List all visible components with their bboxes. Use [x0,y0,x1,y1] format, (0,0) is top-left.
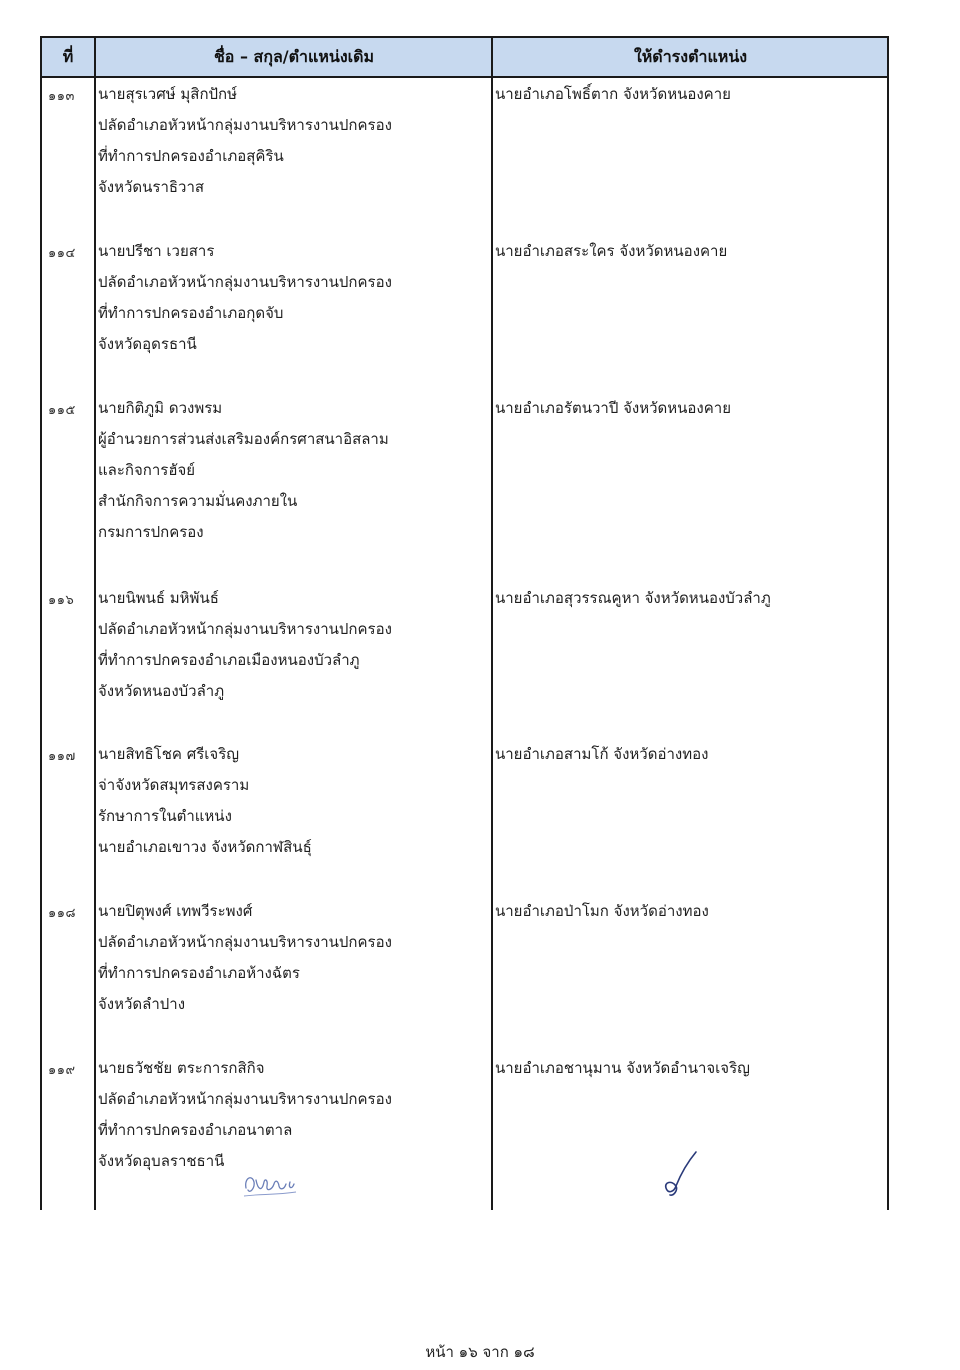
former-position-line: จังหวัดนราธิวาส [98,178,205,196]
row-number: ๑๑๓ [48,89,75,104]
person-name: นายนิพนธ์ มหิพันธ์ [98,589,219,607]
header-name-position: ชื่อ – สกุล/ตำแหน่งเดิม [213,47,375,66]
former-position-line: ปลัดอำเภอหัวหน้ากลุ่มงานบริหารงานปกครอง [98,1090,392,1108]
former-position-line: ที่ทำการปกครองอำเภอเมืองหนองบัวลำภู [98,651,360,669]
header-appointment: ให้ดำรงตำแหน่ง [633,47,748,66]
former-position-line: กรมการปกครอง [98,523,204,541]
row-number: ๑๑๖ [48,593,75,608]
initial-signature-icon [240,1168,300,1202]
page-number: หน้า ๑๖ จาก ๑๘ [425,1343,535,1361]
former-position-line: ปลัดอำเภอหัวหน้ากลุ่มงานบริหารงานปกครอง [98,116,392,134]
table-column-rule [491,36,493,1210]
person-name: นายธวัชชัย ตระการกสิกิจ [98,1059,265,1077]
row-number: ๑๑๕ [48,403,76,418]
former-position-line: จ่าจังหวัดสมุทรสงคราม [98,776,250,794]
former-position-line: ที่ทำการปกครองอำเภอนาตาล [98,1121,293,1139]
new-position: นายอำเภอสุวรรณคูหา จังหวัดหนองบัวลำภู [495,589,771,607]
row-number: ๑๑๙ [48,1063,76,1078]
former-position-line: รักษาการในตำแหน่ง [98,807,232,825]
table-column-rule [94,36,96,1210]
new-position: นายอำเภอโพธิ์ตาก จังหวัดหนองคาย [495,85,731,103]
former-position-line: จังหวัดหนองบัวลำภู [98,682,225,700]
former-position-line: นายอำเภอเขาวง จังหวัดกาฬสินธุ์ [98,838,312,856]
former-position-line: สำนักกิจการความมั่นคงภายใน [98,492,298,510]
handwritten-signature-icon [656,1148,704,1200]
new-position: นายอำเภอชานุมาน จังหวัดอำนาจเจริญ [495,1059,750,1077]
former-position-line: ปลัดอำเภอหัวหน้ากลุ่มงานบริหารงานปกครอง [98,273,392,291]
former-position-line: ที่ทำการปกครองอำเภอกุดจับ [98,304,284,322]
header-no: ที่ [62,47,74,66]
former-position-line: จังหวัดอุดรธานี [98,335,197,353]
person-name: นายปรีชา เวยสาร [98,242,215,260]
new-position: นายอำเภอรัตนวาปี จังหวัดหนองคาย [495,399,731,417]
person-name: นายปิตุพงศ์ เทพวีระพงศ์ [98,902,253,920]
new-position: นายอำเภอสระใคร จังหวัดหนองคาย [495,242,728,260]
former-position-line: และกิจการฮัจย์ [98,461,196,479]
former-position-line: จังหวัดลำปาง [98,995,186,1013]
row-number: ๑๑๘ [48,906,77,921]
former-position-line: ที่ทำการปกครองอำเภอห้างฉัตร [98,964,300,982]
former-position-line: ผู้อำนวยการส่วนส่งเสริมองค์กรศาสนาอิสลาม [98,430,389,448]
person-name: นายสิทธิโชค ศรีเจริญ [98,745,240,763]
new-position: นายอำเภอสามโก้ จังหวัดอ่างทอง [495,745,709,763]
person-name: นายกิติภูมิ ดวงพรม [98,399,223,417]
former-position-line: ปลัดอำเภอหัวหน้ากลุ่มงานบริหารงานปกครอง [98,620,392,638]
row-number: ๑๑๔ [48,246,76,261]
former-position-line: ปลัดอำเภอหัวหน้ากลุ่มงานบริหารงานปกครอง [98,933,392,951]
new-position: นายอำเภอป่าโมก จังหวัดอ่างทอง [495,902,709,920]
person-name: นายสุรเวศษ์ มุสิกปักษ์ [98,85,238,103]
former-position-line: จังหวัดอุบลราชธานี [98,1152,225,1170]
table-border-right [887,36,889,1210]
table-border-left [40,36,42,1210]
table-header [40,36,889,78]
former-position-line: ที่ทำการปกครองอำเภอสุคิริน [98,147,284,165]
row-number: ๑๑๗ [48,749,76,764]
